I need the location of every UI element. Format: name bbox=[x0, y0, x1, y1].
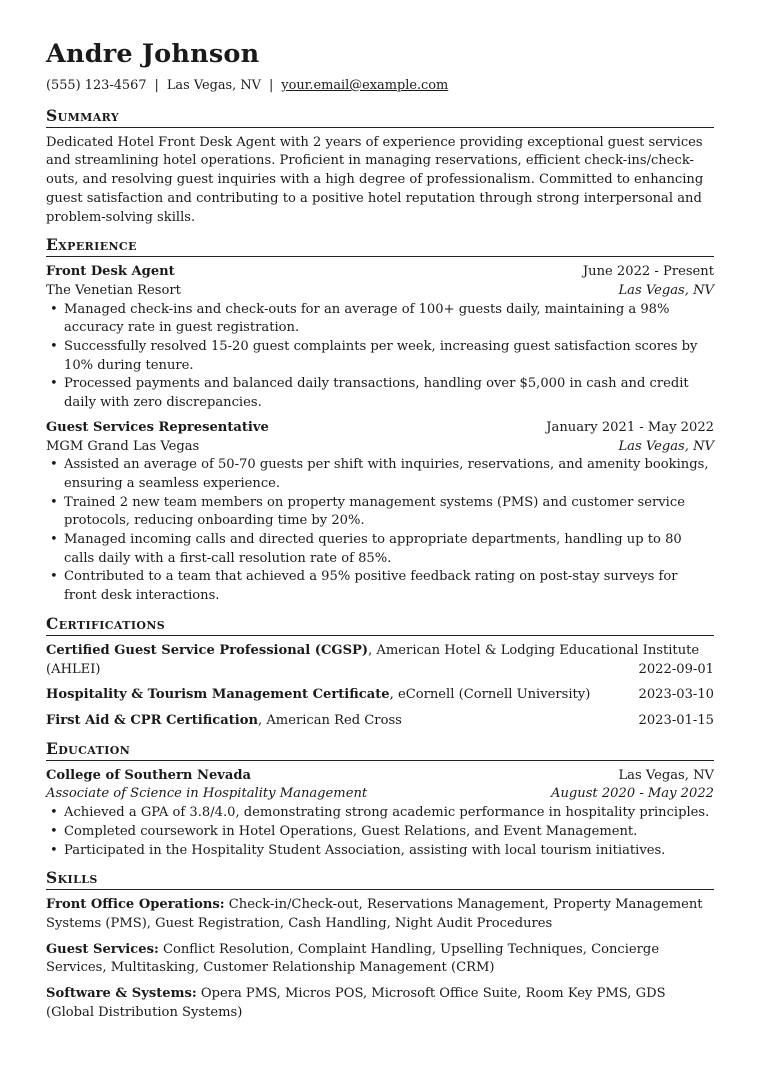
resume-page bbox=[46, 38, 714, 1029]
skill-group bbox=[46, 985, 714, 1022]
certification-issuer: , American Red Cross bbox=[258, 713, 402, 728]
skill-group bbox=[46, 896, 714, 933]
job-title: Guest Services Representative bbox=[46, 419, 269, 435]
candidate-name: Andre Johnson bbox=[46, 39, 260, 69]
job-bullets bbox=[46, 301, 714, 413]
list-item: • Successfully resolved 15-20 guest complaints per week, increasing guest satisfaction scores by 10% during tenure. bbox=[64, 338, 714, 375]
certification-entry bbox=[46, 712, 714, 731]
school-location: Las Vegas, NV bbox=[618, 767, 714, 783]
job-title: Front Desk Agent bbox=[46, 264, 175, 280]
degree-name: Associate of Science in Hospitality Management bbox=[46, 786, 368, 802]
skill-text: Opera PMS, Micros POS, Microsoft Office Suite, Room Key PMS, GDS (Global Distribution Systems) bbox=[46, 986, 666, 1020]
section-title-skills: Skills bbox=[46, 868, 714, 890]
certification-issuer: , American Hotel & Lodging Educational Institute (AHLEI) bbox=[46, 642, 700, 677]
skill-text: Check-in/Check-out, Reservations Management, Property Management Systems (PMS), Guest Registration, Cash Handling, Night Audit Procedures bbox=[46, 897, 703, 931]
skill-text: Conflict Resolution, Complaint Handling, Upselling Techniques, Concierge Services, Multitasking, Customer Relationship Management (CRM) bbox=[46, 941, 660, 976]
certification-date: 2023-01-15 bbox=[638, 713, 714, 728]
email-link[interactable]: your.email@example.com bbox=[281, 78, 449, 93]
job-dates: January 2021 - May 2022 bbox=[546, 419, 714, 435]
section-title-certifications: Certifications bbox=[46, 614, 714, 636]
company-name: The Venetian Resort bbox=[46, 282, 181, 298]
skill-label: Software & Systems: bbox=[46, 986, 197, 1002]
list-item: • Participated in the Hospitality Student Association, assisting with local tourism initiatives. bbox=[64, 842, 714, 861]
list-item: • Achieved a GPA of 3.8/4.0, demonstrating strong academic performance in hospitality principles. bbox=[64, 804, 714, 823]
job-dates: June 2022 - Present bbox=[582, 264, 714, 280]
section-title-experience: Experience bbox=[46, 235, 714, 257]
education-dates: August 2020 - May 2022 bbox=[550, 786, 714, 802]
experience-entry bbox=[46, 419, 714, 606]
location-text: Las Vegas, NV bbox=[166, 78, 261, 93]
list-item: • Completed coursework in Hotel Operations, Guest Relations, and Event Management. bbox=[64, 823, 714, 842]
section-title-education: Education bbox=[46, 739, 714, 761]
skill-label: Guest Services: bbox=[46, 941, 159, 957]
certification-name: First Aid & CPR Certification bbox=[46, 713, 259, 728]
list-item: • Managed incoming calls and directed queries to appropriate departments, handling up to 80 calls daily with a first-call resolution rate of 85%. bbox=[64, 531, 714, 568]
certification-name: Certified Guest Service Professional (CGSP) bbox=[46, 642, 369, 658]
summary-text: Dedicated Hotel Front Desk Agent with 2 years of experience providing exceptional guest services and streamlining hotel operations. Proficient in managing reservations, efficient check-ins/check-outs, and resolving guest inquiries with a high degree of professionalism. Committed to enhancing guest satisfaction and contributing to a positive hotel reputation through strong interpersonal and problem-solving skills. bbox=[46, 134, 704, 225]
experience-entry bbox=[46, 263, 714, 413]
company-name: MGM Grand Las Vegas bbox=[46, 438, 200, 454]
list-item: • Trained 2 new team members on property management systems (PMS) and customer service protocols, reducing onboarding time by 20%. bbox=[64, 494, 714, 531]
section-title-summary: Summary bbox=[46, 106, 714, 128]
contact-line bbox=[46, 77, 714, 96]
certification-date: 2023-03-10 bbox=[638, 687, 714, 703]
skill-group bbox=[46, 941, 714, 978]
certification-entry bbox=[46, 686, 714, 705]
job-bullets bbox=[46, 456, 714, 606]
certification-name: Hospitality & Tourism Management Certificate bbox=[46, 687, 390, 703]
school-name: College of Southern Nevada bbox=[46, 767, 252, 783]
list-item: • Assisted an average of 50-70 guests per shift with inquiries, reservations, and amenity bookings, ensuring a seamless experience. bbox=[64, 456, 714, 493]
certification-date: 2022-09-01 bbox=[638, 661, 714, 677]
list-item: • Processed payments and balanced daily transactions, handling over $5,000 in cash and credit daily with zero discrepancies. bbox=[64, 375, 714, 412]
list-item: • Managed check-ins and check-outs for an average of 100+ guests daily, maintaining a 98% accuracy rate in guest registration. bbox=[64, 301, 714, 338]
list-item: • Contributed to a team that achieved a 95% positive feedback rating on post-stay surveys for front desk interactions. bbox=[64, 568, 714, 605]
education-bullets bbox=[46, 804, 714, 860]
certification-issuer: , eCornell (Cornell University) bbox=[389, 687, 591, 703]
skill-label: Front Office Operations: bbox=[46, 897, 225, 913]
contact-separator: | bbox=[154, 78, 159, 93]
contact-separator: | bbox=[268, 78, 274, 93]
job-location: Las Vegas, NV bbox=[618, 282, 714, 298]
job-location: Las Vegas, NV bbox=[618, 438, 714, 454]
education-entry bbox=[46, 767, 714, 861]
certification-entry bbox=[46, 642, 714, 679]
phone-number: (555) 123-4567 bbox=[46, 78, 147, 93]
